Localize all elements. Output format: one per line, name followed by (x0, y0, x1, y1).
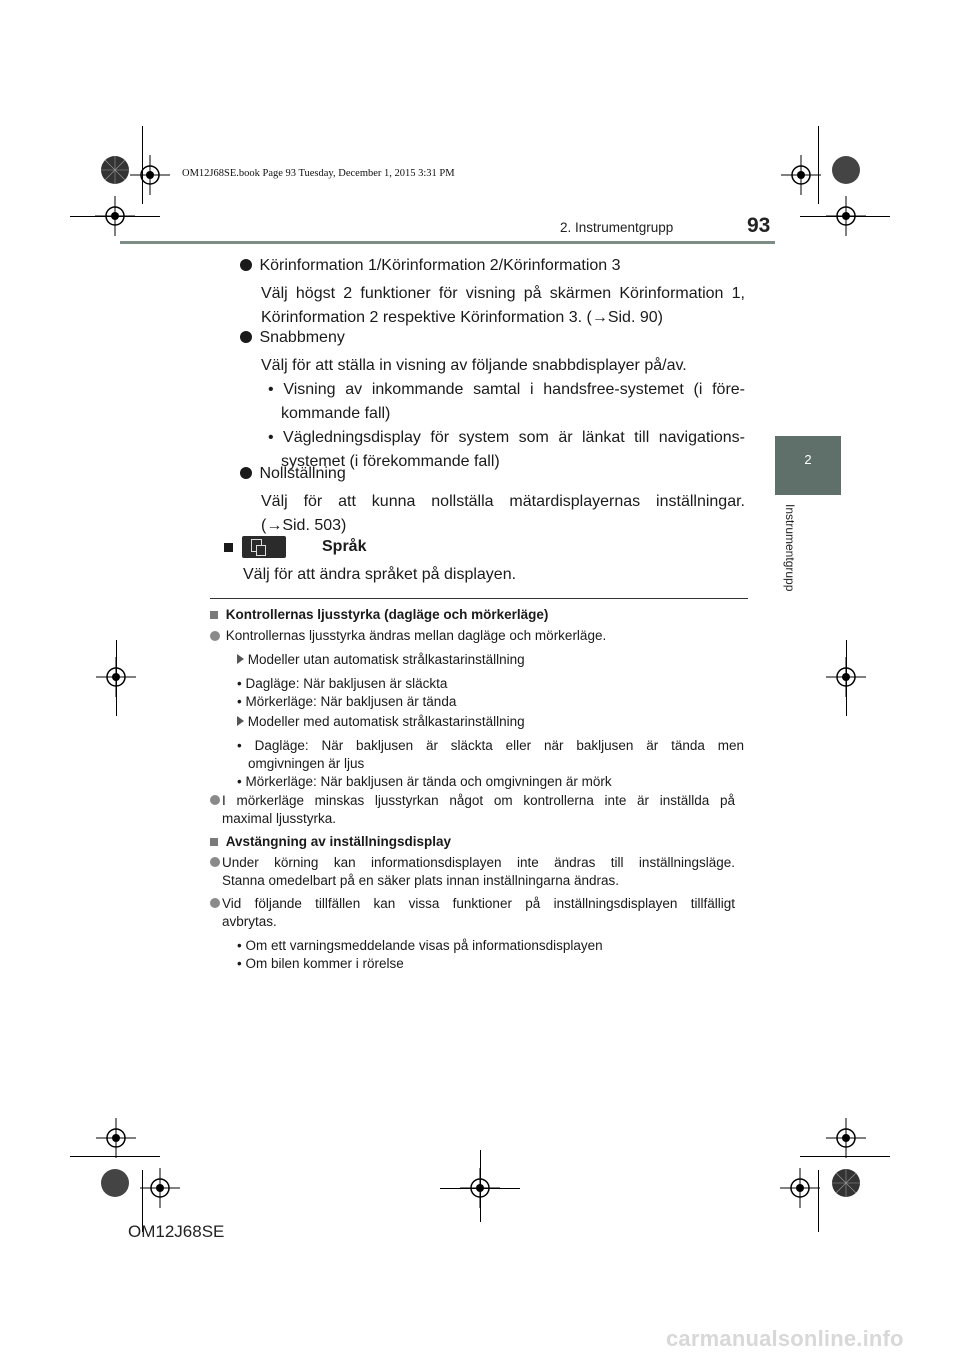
item-snabbmeny-title: Snabbmeny (240, 326, 745, 350)
footer-code: OM12J68SE (128, 1222, 225, 1241)
item-nollstallning-title: Nollställning (240, 462, 745, 486)
starburst-icon (100, 1168, 130, 1198)
section-divider (210, 598, 748, 599)
arrow-right-icon (237, 716, 244, 726)
section-square-icon (210, 611, 218, 619)
note-avst-b2: Vid följande tillfällen kan vissa funktioner på inställningsdisplayen tillfälligt avbrytas. (210, 895, 748, 931)
section-square-icon (224, 543, 233, 552)
registration-target-icon (826, 196, 866, 236)
registration-target-icon (780, 1168, 820, 1208)
note-avst-title: Avstängning av inställningsdisplay (210, 833, 748, 851)
bullet-icon (240, 331, 252, 343)
bullet-icon (210, 898, 220, 908)
notes-section: Kontrollernas ljusstyrka (dagläge och mörkerläge) Kontrollernas ljusstyrka ändras mellan dagläge och mörkerläge. Modeller utan automatisk strålkastarinställning • Dagläge: När bakljusen är släckta • Mörkerläge: När bakljusen är tända Modeller med automatisk strålkastarinställning • Dagläge: När bakljusen är släckta eller när bakljusen är tända men omgivningen är ljus • Mörkerläge: När bakljusen är tända och omgivningen är mörk I mörkerläge minskas ljusstyrkan något om kontrollerna inte är inställda på maximal ljusstyrka. Avstängning av inställningsdisplay Under körning kan informationsdisplayen inte ändras till inställningsläge. Stanna omedelbart på en säker plats innan inställningarna ändras. Vid följande tillfällen kan vissa funktioner på inställningsdisplayen tillfälligt avbrytas. • Om ett varningsmeddelande visas på informationsdisplayen • Om bilen kommer i rörelse (210, 606, 748, 973)
registration-target-icon (96, 1118, 136, 1158)
registration-target-icon (826, 657, 866, 697)
book-info: OM12J68SE.book Page 93 Tuesday, December 1, 2015 3:31 PM (182, 168, 455, 179)
note-kontroll-title: Kontrollernas ljusstyrka (dagläge och mörkerläge) (210, 606, 748, 624)
section-square-icon (210, 838, 218, 846)
registration-target-icon (140, 1168, 180, 1208)
chapter-tab (775, 436, 841, 495)
starburst-icon (100, 155, 130, 185)
bullet-icon (210, 795, 220, 805)
item-snabbmeny: Snabbmeny Välj för att ställa in visning av följande snabbdisplayer på/av. • Visning av inkommande samtal i handsfree-systemet (i före- kommande fall) • Vägledningsdisplay för system som är länkat till navigations- systemet (i förekommande fall) (240, 326, 745, 474)
bullet-icon (210, 631, 220, 641)
note-kontroll-b1: Kontrollernas ljusstyrka ändras mellan dagläge och mörkerläge. (210, 627, 748, 645)
header-rule (120, 241, 775, 244)
bullet-icon (240, 259, 252, 271)
bullet-icon (240, 467, 252, 479)
note-kontroll-b2: I mörkerläge minskas ljusstyrkan något om kontrollerna inte är inställda på maximal ljusstyrka. (210, 792, 748, 828)
watermark: carmanualsonline.info (666, 1326, 904, 1351)
arrow-right-icon (237, 654, 244, 664)
item-nollstallning: Nollställning Välj för att kunna nollställa mätardisplayernas inställningar. (→Sid. 503) (240, 462, 745, 538)
registration-target-icon (95, 196, 135, 236)
registration-target-icon (781, 155, 821, 195)
language-settings-icon (242, 536, 286, 558)
item-sprak-title: Språk (224, 535, 744, 559)
chapter-side-label (776, 504, 804, 614)
note-avst-b1: Under körning kan informationsdisplayen inte ändras till inställningsläge. Stanna omedelbart på en säker plats innan inställningarna ändras. (210, 854, 748, 890)
chapter-number: 2 (804, 452, 812, 467)
section-title: 2. Instrumentgrupp (560, 220, 674, 235)
note-model-without: Modeller utan automatisk strålkastarinställning (237, 651, 748, 669)
registration-target-icon (130, 155, 170, 195)
page-number: 93 (747, 214, 771, 237)
note-model-with: Modeller med automatisk strålkastarinställning (237, 713, 748, 731)
registration-target-icon (826, 1118, 866, 1158)
registration-target-icon (96, 657, 136, 697)
starburst-icon (831, 155, 861, 185)
item-korinfo-title: Körinformation 1/Körinformation 2/Körinformation 3 (240, 254, 745, 278)
bullet-icon (210, 857, 220, 867)
starburst-icon (831, 1168, 861, 1198)
chapter-label: Instrumentgrupp (783, 504, 797, 592)
item-sprak: Språk Välj för att ändra språket på displayen. (224, 535, 744, 587)
item-korinfo: Körinformation 1/Körinformation 2/Körinformation 3 Välj högst 2 funktioner för visning på skärmen Körinformation 1, Körinformation 2 respektive Körinformation 3. (→Sid. 90) (240, 254, 745, 330)
